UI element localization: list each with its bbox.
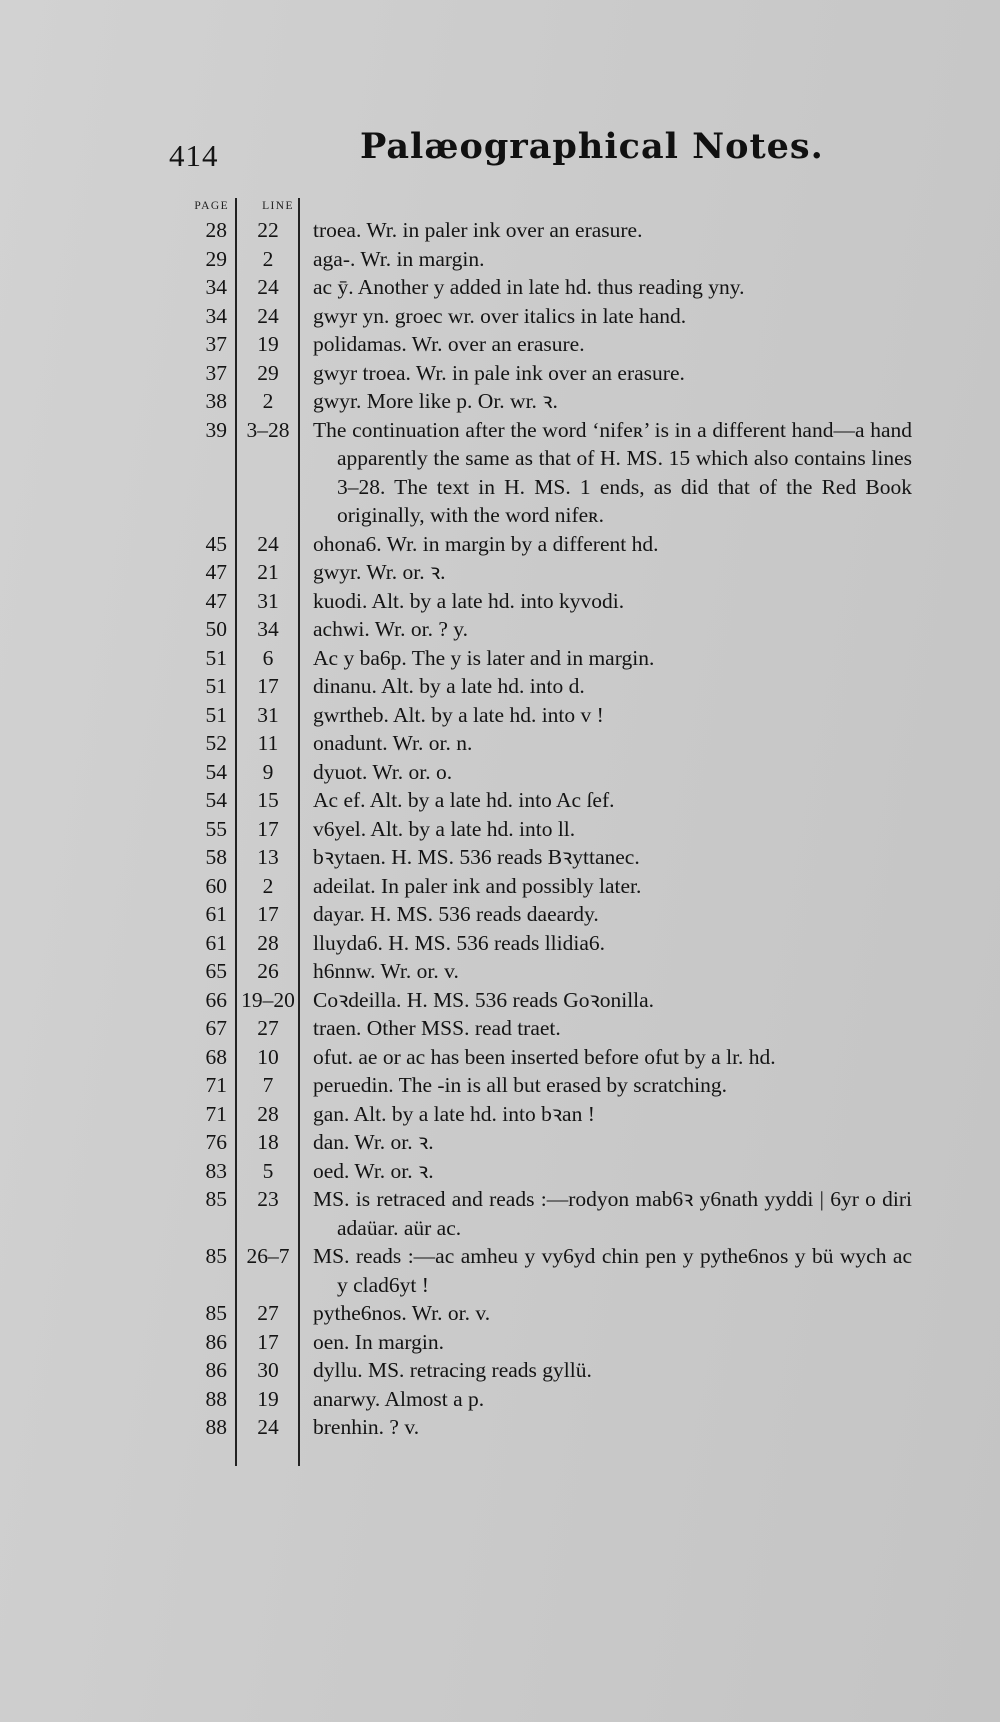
note-line: 6 — [262, 645, 274, 670]
note-row — [150, 1043, 910, 1072]
note-row — [150, 1128, 910, 1157]
note-line: 26–7 — [246, 1244, 290, 1268]
running-title: Palæographical Notes. — [360, 126, 824, 167]
note-text: gwyr. More like p. Or. wr. ꝛ. — [313, 389, 558, 413]
note-line: 17 — [257, 902, 279, 926]
note-text: dan. Wr. or. ꝛ. — [313, 1130, 434, 1154]
note-row — [150, 1413, 910, 1442]
note-text: The continuation after the word ‘nifeʀ’ is in a different hand—a hand apparently the same as that of H. MS. 15 which also contains lines 3–28. The text in H. MS. 1 ends, as did that of the Red Book originally, with the word nifeʀ. — [313, 417, 912, 527]
note-page: 76 — [205, 1130, 227, 1154]
note-text: v6yel. Alt. by a late hd. into ll. — [313, 816, 576, 841]
note-row — [150, 843, 910, 872]
note-line: 19 — [257, 1386, 279, 1411]
note-text: Coꝛdeilla. H. MS. 536 reads Goꝛonilla. — [313, 987, 655, 1012]
note-line: 10 — [257, 1044, 279, 1069]
note-line: 29 — [257, 360, 279, 385]
note-text: lluyda6. H. MS. 536 reads llidia6. — [313, 930, 606, 955]
note-row — [150, 1299, 910, 1328]
note-page: 71 — [205, 1101, 227, 1126]
note-page: 38 — [205, 389, 227, 413]
note-line: 9 — [262, 759, 274, 784]
note-row — [150, 929, 910, 958]
notes-list — [150, 216, 910, 1442]
note-text: peruedin. The -in is all but erased by scratching. — [313, 1073, 727, 1097]
note-line: 17 — [257, 1329, 279, 1354]
note-line: 28 — [257, 1101, 279, 1126]
note-text: gan. Alt. by a late hd. into bꝛan ! — [313, 1101, 595, 1126]
note-row — [150, 900, 910, 929]
note-line: 11 — [257, 731, 279, 755]
note-text: dyuot. Wr. or. o. — [313, 759, 453, 784]
note-text: oen. In margin. — [313, 1329, 444, 1354]
note-page: 54 — [205, 788, 227, 812]
note-page: 86 — [205, 1358, 227, 1382]
note-row — [150, 416, 910, 530]
note-line: 19–20 — [241, 987, 295, 1012]
note-text: Ac y ba6p. The y is later and in margin. — [313, 645, 655, 670]
note-page: 39 — [205, 417, 227, 442]
note-row — [150, 1100, 910, 1129]
note-line: 24 — [257, 275, 279, 299]
note-row — [150, 302, 910, 331]
note-page: 51 — [205, 674, 227, 698]
note-page: 85 — [205, 1244, 227, 1268]
page-number: 414 — [169, 138, 219, 173]
note-line: 2 — [262, 873, 274, 898]
note-page: 58 — [205, 845, 227, 869]
note-text: polidamas. Wr. over an erasure. — [313, 332, 585, 356]
note-row — [150, 273, 910, 302]
note-page: 28 — [205, 218, 227, 242]
note-line: 30 — [257, 1358, 279, 1382]
note-row — [150, 786, 910, 815]
note-page: 60 — [205, 873, 227, 898]
note-row — [150, 1071, 910, 1100]
note-text: ofut. ae or ac has been inserted before ofut by a lr. hd. — [313, 1044, 776, 1069]
note-line: 23 — [257, 1187, 279, 1211]
note-row — [150, 1014, 910, 1043]
note-text: aga-. Wr. in margin. — [313, 246, 485, 271]
note-row — [150, 1328, 910, 1357]
note-row — [150, 957, 910, 986]
note-row — [150, 245, 910, 274]
note-page: 88 — [205, 1415, 227, 1439]
note-page: 85 — [205, 1301, 227, 1325]
note-text: MS. reads :—ac amheu y vy6yd chin pen y pythe6nos y bü wych ac y clad6yt ! — [313, 1244, 912, 1297]
note-line: 31 — [257, 588, 279, 613]
note-line: 3–28 — [246, 417, 290, 442]
note-page: 29 — [205, 246, 227, 271]
note-text: gwyr troea. Wr. in pale ink over an erasure. — [313, 360, 685, 385]
note-page: 45 — [205, 531, 227, 556]
note-line: 24 — [257, 303, 279, 328]
note-line: 21 — [257, 560, 279, 584]
note-text: troea. Wr. in paler ink over an erasure. — [313, 218, 643, 242]
note-page: 66 — [205, 987, 227, 1012]
note-text: gwyr. Wr. or. ꝛ. — [313, 560, 446, 584]
note-text: MS. is retraced and reads :—rodyon mab6ꝛ y6nath yyddi | 6yr o diri adaüar. aür ac. — [313, 1187, 912, 1240]
note-page: 47 — [205, 560, 227, 584]
note-line: 19 — [257, 332, 279, 356]
note-line: 27 — [257, 1016, 279, 1040]
note-row — [150, 587, 910, 616]
note-line: 27 — [257, 1301, 279, 1325]
note-page: 55 — [205, 816, 227, 841]
note-page: 52 — [205, 731, 227, 755]
note-line: 26 — [257, 959, 279, 983]
note-page: 51 — [205, 702, 227, 727]
note-line: 13 — [257, 845, 279, 869]
note-text: bꝛytaen. H. MS. 536 reads Bꝛyttanec. — [313, 845, 640, 869]
note-line: 15 — [257, 788, 279, 812]
note-page: 86 — [205, 1329, 227, 1354]
note-page: 37 — [205, 360, 227, 385]
note-page: 34 — [205, 275, 227, 299]
note-text: gwyr yn. groec wr. over italics in late hand. — [313, 303, 687, 328]
note-page: 34 — [205, 303, 227, 328]
note-page: 51 — [205, 645, 227, 670]
note-text: gwrtheb. Alt. by a late hd. into v ! — [313, 702, 604, 727]
note-text: dinanu. Alt. by a late hd. into d. — [313, 674, 585, 698]
note-text: pythe6nos. Wr. or. v. — [313, 1301, 491, 1325]
note-line: 28 — [257, 930, 279, 955]
note-row — [150, 1185, 910, 1242]
note-row — [150, 558, 910, 587]
note-text: Ac ef. Alt. by a late hd. into Ac ſef. — [313, 788, 615, 812]
column-header-page: PAGE — [194, 200, 229, 212]
note-row — [150, 530, 910, 559]
note-page: 83 — [205, 1158, 227, 1183]
note-line: 22 — [257, 218, 279, 242]
note-page: 88 — [205, 1386, 227, 1411]
table-header — [150, 198, 910, 216]
note-row — [150, 387, 910, 416]
note-page: 47 — [205, 588, 227, 613]
note-row — [150, 615, 910, 644]
note-text: oed. Wr. or. ꝛ. — [313, 1158, 434, 1183]
note-text: h6nnw. Wr. or. v. — [313, 959, 459, 983]
note-row — [150, 672, 910, 701]
note-row — [150, 359, 910, 388]
note-line: 18 — [257, 1130, 279, 1154]
note-page: 71 — [205, 1073, 227, 1097]
note-line: 7 — [262, 1073, 274, 1097]
note-page: 54 — [205, 759, 227, 784]
note-page: 65 — [205, 959, 227, 983]
note-line: 17 — [257, 816, 279, 841]
note-text: kuodi. Alt. by a late hd. into kyvodi. — [313, 588, 625, 613]
notes-table — [150, 198, 910, 1442]
note-text: ohona6. Wr. in margin by a different hd. — [313, 531, 659, 556]
note-page: 85 — [205, 1187, 227, 1211]
note-page: 50 — [205, 617, 227, 641]
note-line: 31 — [257, 702, 279, 727]
note-text: adeilat. In paler ink and possibly later. — [313, 873, 642, 898]
note-line: 24 — [257, 531, 279, 556]
note-row — [150, 701, 910, 730]
note-line: 5 — [262, 1158, 274, 1183]
note-row — [150, 986, 910, 1015]
column-header-line: LINE — [262, 200, 294, 212]
note-page: 67 — [205, 1016, 227, 1040]
note-line: 34 — [257, 617, 279, 641]
note-line: 2 — [262, 246, 274, 271]
note-page: 37 — [205, 332, 227, 356]
note-text: anarwy. Almost a p. — [313, 1386, 485, 1411]
note-row — [150, 644, 910, 673]
note-row — [150, 1385, 910, 1414]
note-page: 68 — [205, 1044, 227, 1069]
note-row — [150, 1356, 910, 1385]
note-line: 2 — [262, 389, 274, 413]
note-line: 17 — [257, 674, 279, 698]
note-line: 24 — [257, 1415, 279, 1439]
note-row — [150, 330, 910, 359]
note-page: 61 — [205, 930, 227, 955]
note-text: brenhin. ? v. — [313, 1415, 420, 1439]
note-row — [150, 216, 910, 245]
note-text: achwi. Wr. or. ? y. — [313, 617, 468, 641]
note-text: ac ȳ. Another y added in late hd. thus reading yny. — [313, 275, 745, 299]
note-text: dyllu. MS. retracing reads gyllü. — [313, 1358, 592, 1382]
note-text: traen. Other MSS. read traet. — [313, 1016, 561, 1040]
note-text: dayar. H. MS. 536 reads daeardy. — [313, 902, 599, 926]
note-row — [150, 872, 910, 901]
note-page: 61 — [205, 902, 227, 926]
note-row — [150, 758, 910, 787]
note-row — [150, 729, 910, 758]
note-row — [150, 1242, 910, 1299]
note-row — [150, 815, 910, 844]
note-row — [150, 1157, 910, 1186]
note-text: onadunt. Wr. or. n. — [313, 731, 473, 755]
